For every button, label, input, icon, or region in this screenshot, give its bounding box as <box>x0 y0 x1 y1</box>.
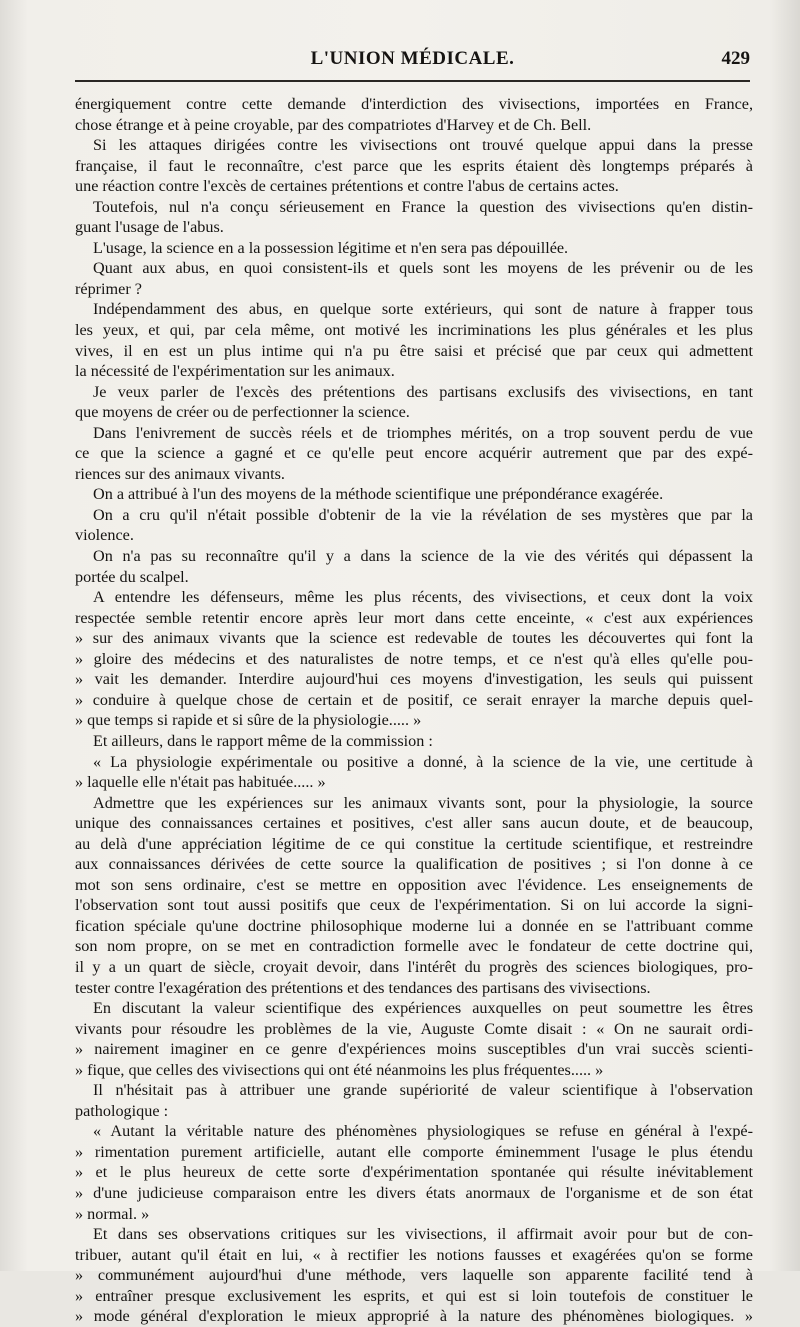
text-line: vivants pour résoudre les problèmes de la vie, Auguste Comte disait : « On ne saurait ordi- <box>75 1019 753 1038</box>
text-line: portée du scalpel. <box>75 567 189 586</box>
text-line: mot son sens ordinaire, c'est se mettre en opposition avec l'évidence. Les enseignements de <box>75 875 753 894</box>
text-line: française, il faut le reconnaître, c'est parce que les esprits étaient dès longtemps préparés à <box>75 156 753 175</box>
text-line: Si les attaques dirigées contre les vivisections ont trouvé quelque appui dans la presse <box>93 136 753 155</box>
text-line: L'usage, la science en a la possession légitime et n'en sera pas dépouillée. <box>93 238 569 257</box>
text-line: Il n'hésitait pas à attribuer une grande supériorité de valeur scientifique à l'observation <box>93 1081 753 1100</box>
text-line: Admettre que les expériences sur les animaux vivants sont, pour la physiologie, la source <box>93 793 753 812</box>
text-line: On a attribué à l'un des moyens de la méthode scientifique une prépondérance exagérée. <box>93 485 664 504</box>
text-line: Et ailleurs, dans le rapport même de la commission : <box>93 731 433 750</box>
text-line: » entraîner presque exclusivement les esprits, et qui est si loin toutefois de constituer le <box>75 1286 753 1305</box>
text-line: » sur des animaux vivants que la science est redevable de toutes les découvertes qui font la <box>75 629 753 648</box>
text-line: au delà d'une appréciation légitime de ce qui constitue la certitude scientifique, et restreindre <box>75 834 753 853</box>
text-line: la nécessité de l'expérimentation sur les animaux. <box>75 362 395 381</box>
text-line: A entendre les défenseurs, même les plus récents, des vivisections, et ceux dont la voix <box>93 588 753 607</box>
text-line: énergiquement contre cette demande d'interdiction des vivisections, importées en France, <box>75 95 753 113</box>
text-line: Dans l'enivrement de succès réels et de triomphes mérités, on a trop souvent perdu de vue <box>93 423 753 442</box>
text-line: « Autant la véritable nature des phénomènes physiologiques se refuse en général à l'expé- <box>93 1122 753 1141</box>
text-line: l'observation sont tout aussi positifs que ceux de l'expérimentation. Si on lui accorde la signi- <box>75 896 753 915</box>
page-header <box>75 44 750 78</box>
text-line: son nom propre, on se met en contradiction formelle avec le fondateur de cette doctrine qui, <box>75 937 753 956</box>
text-line: guant l'usage de l'abus. <box>75 218 224 237</box>
text-line: » mode général d'exploration le mieux approprié à la nature des phénomènes biologiques. » <box>75 1307 753 1326</box>
text-line: » et le plus heureux de cette sorte d'expérimentation spontanée qui résulte inévitablement <box>75 1163 753 1182</box>
text-line: tribuer, autant qu'il était en lui, « à rectifier les notions fausses et exagérées qu'on se forme <box>75 1245 753 1264</box>
text-line: « La physiologie expérimentale ou positive a donné, à la science de la vie, une certitude à <box>93 752 753 771</box>
text-line: une réaction contre l'excès de certaines prétentions et contre l'abus de certains actes. <box>75 177 619 196</box>
text-line: violence. <box>75 526 134 545</box>
text-line: » que temps si rapide et si sûre de la physiologie..... » <box>75 711 422 730</box>
page-number: 429 <box>721 48 750 69</box>
text-line: il y a un quart de siècle, croyait devoir, dans l'intérêt du progrès des sciences biologiques, pro- <box>75 957 753 976</box>
text-line: » rimentation purement artificielle, autant elle comporte éminemment l'usage le plus étendu <box>75 1142 753 1161</box>
header-rule <box>75 80 750 82</box>
text-line: » communément aujourd'hui d'une méthode, vers laquelle son apparente facilité tend à <box>75 1266 753 1285</box>
running-title: L'UNION MÉDICALE. <box>310 48 515 69</box>
text-line: Indépendamment des abus, en quelque sorte extérieurs, qui sont de nature à frapper tous <box>93 300 753 319</box>
text-line: » d'une judicieuse comparaison entre les divers états anormaux de l'organisme et de son état <box>75 1183 753 1202</box>
text-line: fication spéciale qu'une doctrine philosophique moderne lui a donnée en se l'attribuant comme <box>75 916 753 935</box>
text-line: pathologique : <box>75 1101 169 1120</box>
article-body <box>75 94 753 1327</box>
text-line: Et dans ses observations critiques sur les vivisections, il affirmait avoir pour but de con- <box>93 1225 753 1244</box>
text-line: » laquelle elle n'était pas habituée..... » <box>75 773 326 792</box>
text-line: En discutant la valeur scientifique des expériences auxquelles on peut soumettre les êtres <box>93 999 753 1018</box>
text-line: Je veux parler de l'excès des prétentions des partisans exclusifs des vivisections, en tant <box>93 382 753 401</box>
text-line: chose étrange et à peine croyable, par des compatriotes d'Harvey et de Ch. Bell. <box>75 115 592 134</box>
text-line: unique des connaissances certaines et positives, c'est aller sans aucun doute, et de beaucoup, <box>75 814 753 833</box>
text-line: » normal. » <box>75 1204 150 1223</box>
text-line: que moyens de créer ou de perfectionner la science. <box>75 403 410 422</box>
text-line: On a cru qu'il n'était possible d'obtenir de la vie la révélation de ses mystères que par la <box>93 505 753 524</box>
text-line: aux connaissances dérivées de cette source la qualification de positives ; si l'on donne à ce <box>75 855 753 874</box>
text-line: » nairement imaginer en ce genre d'expériences moins susceptibles d'un vrai succès scienti- <box>75 1040 753 1059</box>
text-line: tester contre l'exagération des prétentions et des tendances des partisans des vivisections. <box>75 978 651 997</box>
text-line: Toutefois, nul n'a conçu sérieusement en France la question des vivisections qu'en distin- <box>93 197 753 216</box>
text-line: les yeux, et qui, par cela même, ont motivé les incriminations les plus générales et les plus <box>75 321 753 340</box>
text-line: Quant aux abus, en quoi consistent-ils et quels sont les moyens de les prévenir ou de les <box>93 259 753 278</box>
text-line: réprimer ? <box>75 279 142 298</box>
text-line: riences sur des animaux vivants. <box>75 464 285 483</box>
text-line: » conduire à quelque chose de certain et de positif, ce serait enrayer la marche depuis quel- <box>75 690 753 709</box>
text-line: » gloire des médecins et des naturalistes de notre temps, et ce n'est qu'à elles qu'elle pou- <box>75 649 753 668</box>
text-line: » fique, que celles des vivisections qui ont été néanmoins les plus fréquentes..... » <box>75 1060 604 1079</box>
text-line: » vait les demander. Interdire aujourd'hui ces moyens d'investigation, les seuls qui puissent <box>75 670 753 689</box>
text-line: vives, il en est un plus intime qui n'a pu être saisi et précisé que par ceux qui admettent <box>75 341 753 360</box>
text-line: respectée semble retentir encore après leur mort dans cette enceinte, « c'est aux expériences <box>75 608 753 627</box>
text-line: On n'a pas su reconnaître qu'il y a dans la science de la vie des vérités qui dépassent la <box>93 547 753 566</box>
text-line: ce que la science a gagné et ce qu'elle peut encore acquérir autrement que par des expé- <box>75 444 753 463</box>
